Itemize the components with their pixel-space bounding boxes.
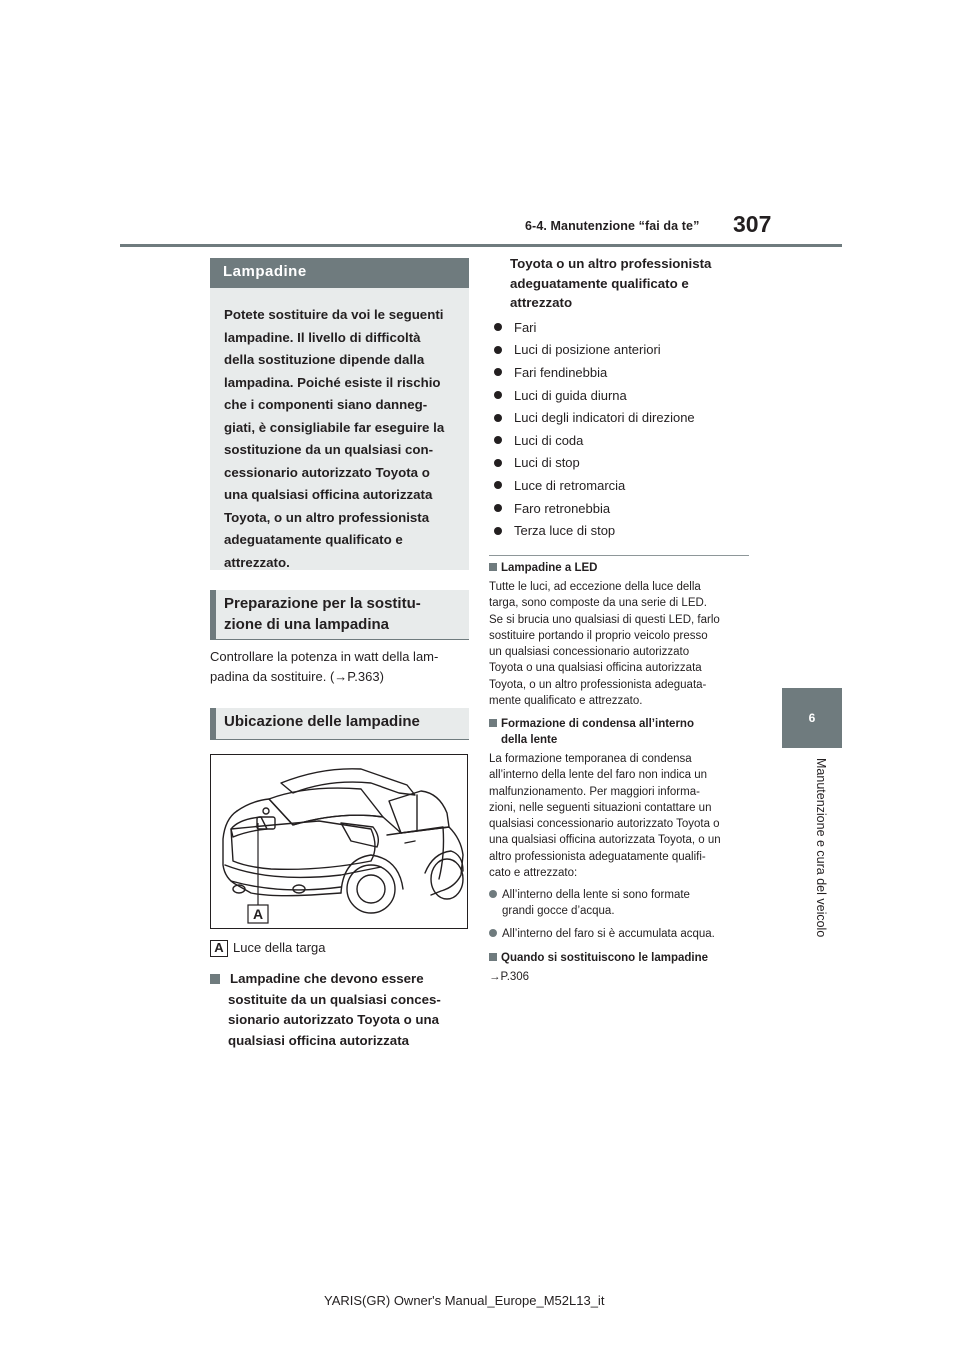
footer-manual-id: YARIS(GR) Owner's Manual_Europe_M52L13_it: [324, 1293, 605, 1308]
list-item: [491, 429, 695, 452]
intro-line: lampadine. Il livello di difficoltà: [224, 329, 421, 345]
intro-line: lampadina. Poiché esiste il rischio: [224, 374, 441, 390]
note-bullet-line: All’interno del faro si è accumulata acqua.: [502, 928, 715, 940]
note-condensation-bullet: [489, 926, 715, 942]
dealer-bulbs-list: [491, 316, 695, 542]
dealer-bulbs-heading: [210, 969, 441, 1051]
note-line: Toyota, o un altro professionista adeguata-: [489, 678, 707, 691]
note-marker: [489, 563, 497, 571]
intro-line: attrezzato.: [224, 554, 290, 570]
note-condensation-title: [489, 716, 694, 748]
section-title-preparation: [210, 590, 469, 640]
note-title-line: della lente: [501, 734, 558, 746]
intro-line: sostituzione da un qualsiasi con-: [224, 442, 434, 457]
callout-letter-badge: A: [210, 940, 228, 957]
list-item: [491, 339, 695, 362]
list-item: [491, 361, 695, 384]
note-bullet-line: grandi gocce d’acqua.: [502, 905, 615, 918]
bullet-icon: [494, 368, 502, 376]
bullet-icon: [494, 527, 502, 535]
note-marker: [489, 953, 497, 961]
note-title-line: Formazione di condensa all’interno: [501, 718, 694, 730]
bullet-icon: [494, 436, 502, 444]
list-item-text: Luci degli indicatori di direzione: [514, 410, 695, 426]
note-line: un qualsiasi concessionario autorizzato: [489, 646, 690, 659]
page-number: 307: [733, 211, 772, 237]
list-item-text: Fari: [514, 319, 537, 335]
note-line: cato e attrezzato:: [489, 867, 578, 880]
list-item: [491, 316, 695, 339]
list-item: [491, 384, 695, 407]
bullet-icon: [494, 391, 502, 399]
heading-line: attrezzato: [510, 295, 573, 310]
section-title-location: [210, 708, 469, 740]
note-replace-title: [489, 950, 708, 966]
heading-line: adeguatamente qualificato e: [510, 275, 689, 291]
note-bullet-line: All’interno della lente si sono formate: [502, 889, 690, 901]
intro-line: Toyota, o un altro professionista: [224, 509, 430, 525]
heading-line: qualsiasi officina autorizzata: [228, 1032, 410, 1048]
preparation-text: [210, 647, 438, 687]
section-title-location-text: Ubicazione delle lampadine: [224, 713, 420, 730]
list-item-text: Luce di retromarcia: [514, 477, 626, 493]
section-title-bulbs-text: Lampadine: [223, 263, 307, 280]
list-item-text: Terza luce di stop: [514, 523, 616, 539]
note-line: altro professionista adeguatamente qualifi-: [489, 850, 706, 863]
callout-label: A: [252, 906, 264, 922]
note-replace-title-text: Quando si sostituiscono le lampadine: [501, 952, 709, 964]
chapter-tab[interactable]: [782, 688, 842, 748]
note-led-title: [489, 560, 598, 576]
list-item-text: Fari fendinebbia: [514, 364, 608, 380]
intro-line: adeguatamente qualificato e: [224, 532, 403, 547]
heading-line: sostituite da un qualsiasi conces-: [228, 991, 441, 1007]
bullet-icon: [489, 929, 497, 937]
list-item: [491, 474, 695, 497]
intro-line: Potete sostituire da voi le seguenti: [224, 307, 444, 322]
note-marker: [489, 719, 497, 727]
note-condensation-bullet: [489, 887, 690, 920]
intro-line: che i componenti siano danneg-: [224, 397, 428, 412]
section-header: 6-4. Manutenzione “fai da te”: [525, 219, 700, 233]
list-item-text: Luci di coda: [514, 432, 584, 448]
note-line: una qualsiasi officina autorizzata Toyota, o un: [489, 834, 721, 847]
intro-line: una qualsiasi officina autorizzata: [224, 487, 433, 502]
heading-line: sionario autorizzato Toyota o una: [228, 1012, 440, 1027]
bullet-icon: [494, 323, 502, 331]
car-rear-illustration: [210, 754, 468, 929]
chapter-title: Manutenzione e cura del veicolo: [814, 758, 828, 938]
preparation-line: padina da sostituire. (→P.363): [210, 669, 384, 684]
notes-divider: [489, 555, 749, 556]
section-title-bulbs: [210, 258, 469, 288]
bullet-icon: [494, 414, 502, 422]
intro-box: [210, 288, 469, 570]
callout-legend-text: Luce della targa: [233, 940, 326, 955]
callout-legend: [210, 938, 326, 958]
note-condensation-text: [489, 751, 721, 881]
bullet-icon: [494, 346, 502, 354]
note-line: La formazione temporanea di condensa: [489, 753, 692, 765]
header-rule: [120, 244, 842, 247]
intro-line: giati, è consigliabile far eseguire la: [224, 419, 445, 435]
intro-line: cessionario autorizzato Toyota o: [224, 464, 430, 480]
note-line: mente qualificato e attrezzato.: [489, 695, 643, 708]
preparation-line: Controllare la potenza in watt della lam-: [210, 649, 439, 664]
heading-line: Toyota o un altro professionista: [510, 256, 712, 271]
note-replace-ref[interactable]: →P.306: [489, 971, 530, 983]
note-led-title-text: Lampadine a LED: [501, 562, 598, 574]
list-item: [491, 519, 695, 542]
car-illustration-svg: [211, 755, 468, 929]
chapter-title-vertical: [812, 758, 832, 958]
note-line: malfunzionamento. Per maggiori informa-: [489, 785, 700, 798]
section-title-line: Preparazione per la sostitu-: [224, 595, 421, 612]
list-item-text: Luci di stop: [514, 455, 580, 471]
bullet-icon: [489, 890, 497, 898]
note-line: Se si brucia uno qualsiasi di questi LED, farlo: [489, 613, 720, 626]
list-item: [491, 452, 695, 475]
heading-line: Lampadine che devono essere: [230, 971, 424, 986]
bullet-icon: [494, 459, 502, 467]
note-line: targa, sono composte da una serie di LED.: [489, 597, 707, 610]
list-item: [491, 497, 695, 520]
bullet-icon: [494, 481, 502, 489]
note-line: sostituire portando il proprio veicolo presso: [489, 629, 708, 642]
heading-marker: [210, 974, 220, 984]
note-line: zioni, nelle seguenti situazioni contattare un: [489, 801, 712, 814]
note-line: Toyota o una qualsiasi officina autorizzata: [489, 662, 702, 675]
note-line: Tutte le luci, ad eccezione della luce della: [489, 581, 701, 593]
list-item-text: Luci di posizione anteriori: [514, 342, 661, 358]
section-title-line: zione di una lampadina: [224, 615, 390, 633]
note-line: all’interno della lente del faro non indica un: [489, 769, 708, 782]
list-item: [491, 406, 695, 429]
list-item-text: Faro retronebbia: [514, 500, 611, 516]
bullet-icon: [494, 504, 502, 512]
intro-line: della sostituzione dipende dalla: [224, 352, 425, 367]
note-line: qualsiasi concessionario autorizzato Toyota o: [489, 818, 720, 831]
list-item-text: Luci di guida diurna: [514, 387, 627, 403]
note-led-text: [489, 579, 720, 709]
dealer-bulbs-heading-cont: [510, 254, 711, 313]
chapter-number: 6: [808, 711, 816, 725]
